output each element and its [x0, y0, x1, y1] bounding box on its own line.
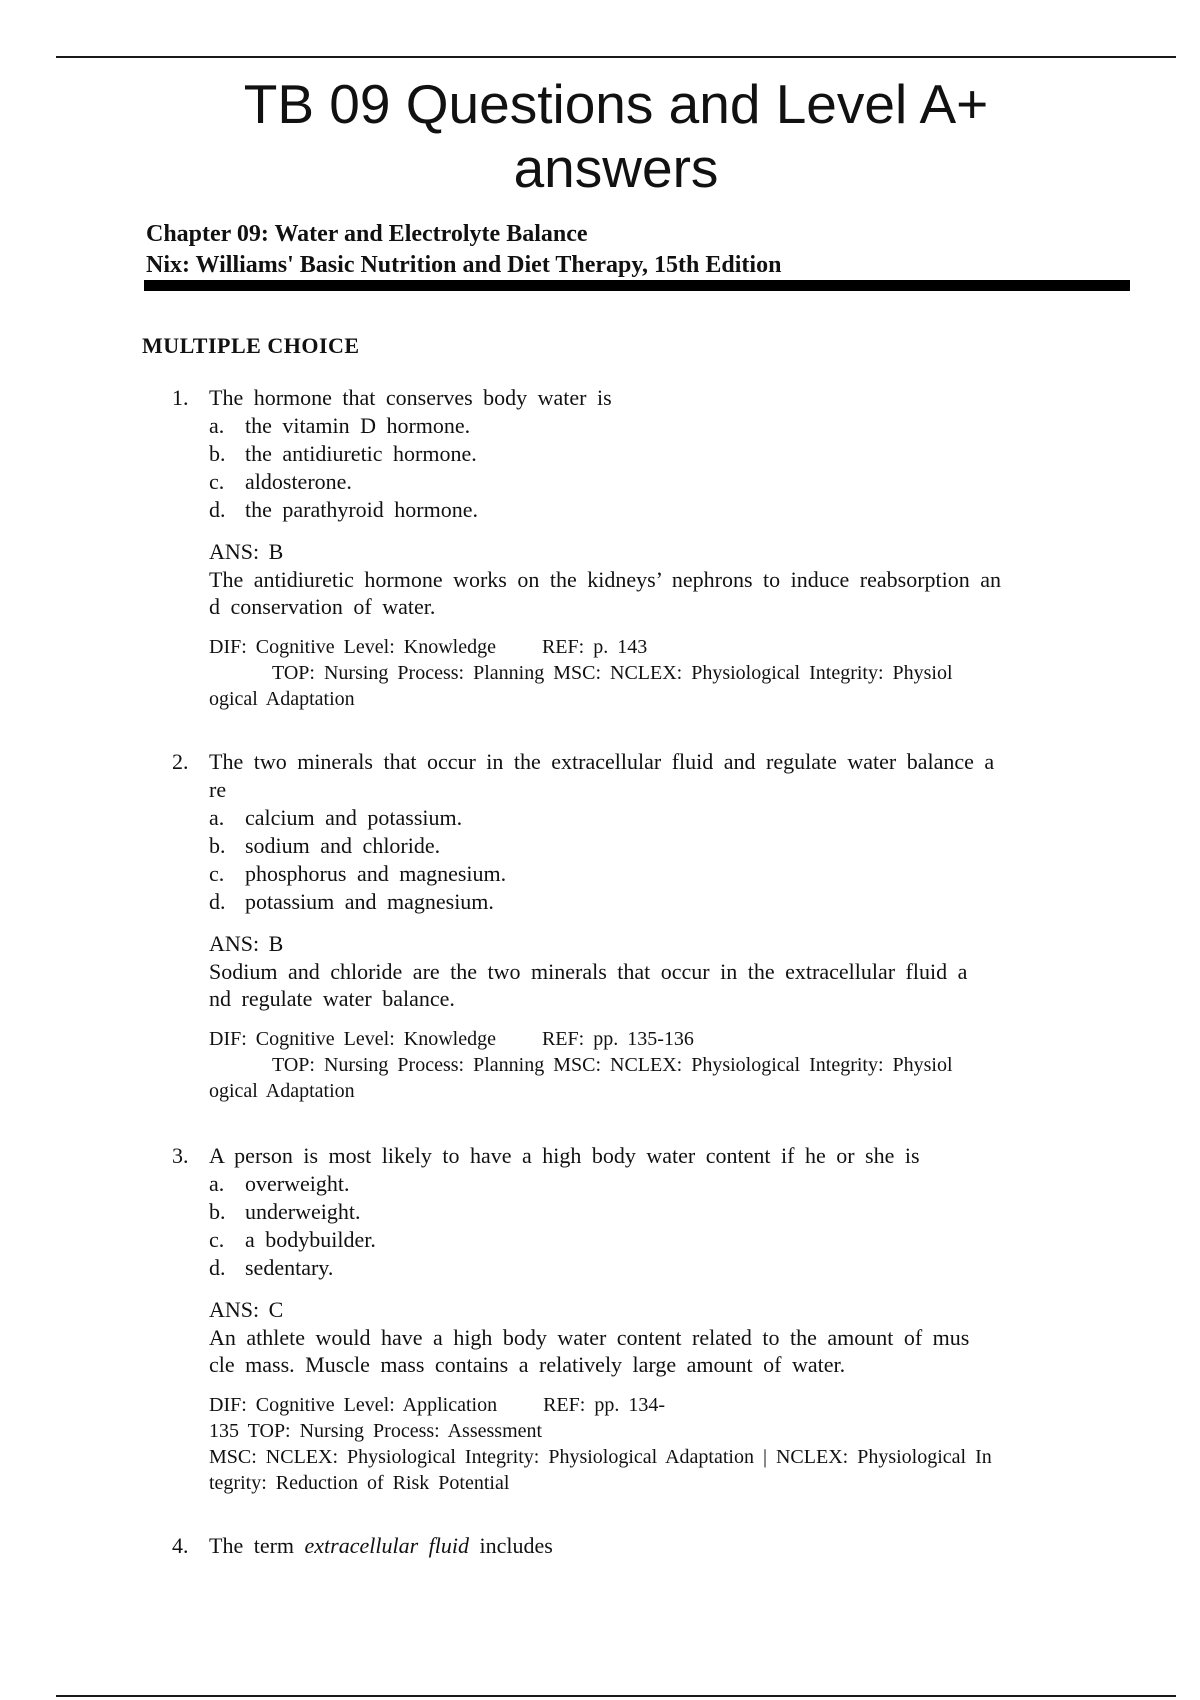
section-heading: MULTIPLE CHOICE [142, 333, 360, 358]
question-number: 2. [172, 749, 189, 774]
option-text: sedentary. [245, 1255, 334, 1280]
question-metadata [209, 1026, 1129, 1104]
option-text: the parathyroid hormone. [245, 497, 478, 522]
option-a [209, 412, 1132, 440]
answer-key: ANS: C [209, 1297, 284, 1322]
rationale-line: cle mass. Muscle mass contains a relatively large amount of water. [209, 1352, 846, 1377]
option-text: aldosterone. [245, 469, 352, 494]
option-letter: a. [209, 805, 225, 830]
option-d [209, 496, 1132, 524]
option-a [209, 1170, 1132, 1198]
rationale-line: The antidiuretic hormone works on the kidneys’ nephrons to induce reabsorption an [209, 567, 1002, 592]
reference: REF: p. 143 [541, 636, 648, 658]
chapter-heading: Chapter 09: Water and Electrolyte Balance [146, 221, 588, 247]
msc: MSC: NCLEX: Physiological Integrity: Physiological Adaptation | NCLEX: Physiological In [209, 1446, 992, 1468]
option-text: sodium and chloride. [245, 833, 441, 858]
option-c [209, 860, 1132, 888]
question-stem-continuation: re [209, 777, 227, 802]
question-number: 1. [172, 385, 189, 410]
rationale-line: Sodium and chloride are the two minerals that occur in the extracellular fluid a [209, 959, 968, 984]
option-b [209, 440, 1132, 468]
question-number: 3. [172, 1143, 189, 1168]
question-3 [172, 1142, 1132, 1496]
stem-text-post: includes [479, 1533, 553, 1558]
option-letter: b. [209, 1199, 226, 1224]
title-line-1: TB 09 Questions and Level A+ [243, 73, 989, 135]
rationale-line: nd regulate water balance. [209, 986, 455, 1011]
option-list [209, 1170, 1132, 1282]
option-letter: a. [209, 1171, 225, 1196]
option-b [209, 832, 1132, 860]
question-1 [172, 384, 1132, 712]
heading-rule [144, 280, 1130, 291]
question-2 [172, 748, 1132, 1104]
question-4 [172, 1532, 1132, 1560]
option-c [209, 468, 1132, 496]
option-d [209, 888, 1132, 916]
option-letter: b. [209, 441, 226, 466]
rationale-line: d conservation of water. [209, 594, 436, 619]
question-stem [209, 1532, 1132, 1560]
difficulty: DIF: Cognitive Level: Application [209, 1394, 498, 1416]
metadata-continuation: ogical Adaptation [209, 1080, 355, 1102]
option-letter: b. [209, 833, 226, 858]
difficulty: DIF: Cognitive Level: Knowledge [209, 636, 496, 658]
option-letter: c. [209, 1227, 225, 1252]
question-stem: A person is most likely to have a high body water content if he or she is [209, 1143, 920, 1168]
topic: 135 TOP: Nursing Process: Assessment [209, 1420, 543, 1442]
answer-key: ANS: B [209, 539, 284, 564]
question-stem: The two minerals that occur in the extracellular fluid and regulate water balance a [209, 749, 995, 774]
topic-msc: TOP: Nursing Process: Planning MSC: NCLEX: Physiological Integrity: Physiol [272, 1054, 953, 1076]
option-letter: d. [209, 1255, 226, 1280]
option-letter: d. [209, 889, 226, 914]
book-heading: Nix: Williams' Basic Nutrition and Diet Therapy, 15th Edition [146, 252, 782, 278]
topic-msc: TOP: Nursing Process: Planning MSC: NCLEX: Physiological Integrity: Physiol [272, 662, 953, 684]
answer-key: ANS: B [209, 931, 284, 956]
question-number: 4. [172, 1533, 189, 1558]
option-list [209, 804, 1132, 916]
option-text: the antidiuretic hormone. [245, 441, 477, 466]
option-list [209, 412, 1132, 524]
option-text: the vitamin D hormone. [245, 413, 471, 438]
option-letter: a. [209, 413, 225, 438]
option-letter: c. [209, 861, 225, 886]
option-c [209, 1226, 1132, 1254]
option-text: calcium and potassium. [245, 805, 463, 830]
difficulty: DIF: Cognitive Level: Knowledge [209, 1028, 496, 1050]
rationale [209, 958, 1129, 1012]
option-letter: d. [209, 497, 226, 522]
option-text: phosphorus and magnesium. [245, 861, 507, 886]
option-a [209, 804, 1132, 832]
rationale [209, 566, 1129, 620]
document-title [56, 72, 1176, 200]
option-text: overweight. [245, 1171, 350, 1196]
title-line-2: answers [513, 137, 719, 199]
rationale-line: An athlete would have a high body water content related to the amount of mus [209, 1325, 970, 1350]
question-stem: The hormone that conserves body water is [209, 385, 612, 410]
msc-continuation: tegrity: Reduction of Risk Potential [209, 1472, 510, 1494]
stem-emphasis: extracellular fluid [304, 1533, 469, 1558]
reference: REF: pp. 135-136 [541, 1028, 694, 1050]
option-b [209, 1198, 1132, 1226]
question-metadata [209, 1392, 1129, 1496]
question-metadata [209, 634, 1129, 712]
reference: REF: pp. 134- [543, 1394, 665, 1416]
option-text: underweight. [245, 1199, 361, 1224]
metadata-continuation: ogical Adaptation [209, 688, 355, 710]
option-letter: c. [209, 469, 225, 494]
option-d [209, 1254, 1132, 1282]
option-text: potassium and magnesium. [245, 889, 494, 914]
stem-text-pre: The term [209, 1533, 295, 1558]
top-rule [56, 56, 1176, 58]
bottom-rule [56, 1695, 1176, 1697]
option-text: a bodybuilder. [245, 1227, 376, 1252]
rationale [209, 1324, 1129, 1378]
